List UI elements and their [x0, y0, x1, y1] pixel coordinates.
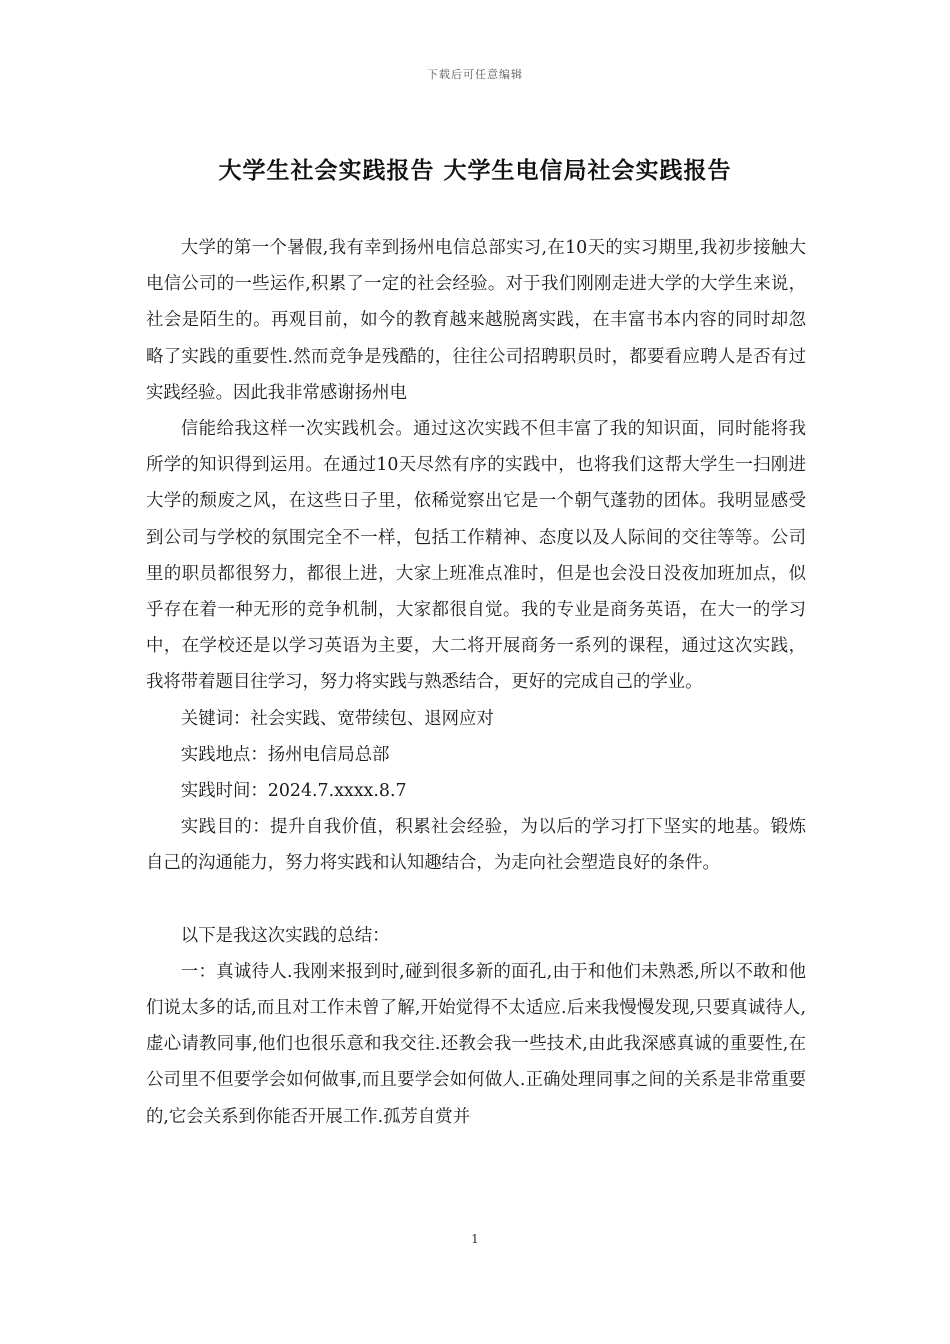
- paragraph-intro: 大学的第一个暑假,我有幸到扬州电信总部实习,在10天的实习期里,我初步接触大电信公司的一些运作,积累了一定的社会经验。对于我们刚刚走进大学的大学生来说，社会是陌生的。再观目前，如今的教育越来越脱离实践，在丰富书本内容的同时却忽略了实践的重要性.然而竞争是残酷的，往往公司招聘职员时，都要看应聘人是否有过实践经验。因此我非常感谢扬州电: [146, 238, 806, 403]
- paragraph-purpose: 实践目的：提升自我价值，积累社会经验，为以后的学习打下坚实的地基。锻炼自己的沟通能力，努力将实践和认知趣结合，为走向社会塑造良好的条件。: [146, 817, 806, 874]
- paragraph-keywords: 关键词：社会实践、宽带续包、退网应对: [180, 708, 494, 729]
- paragraph-time: 实践时间：2024.7.xxxx.8.7: [180, 781, 407, 802]
- document-title: 大学生社会实践报告 大学生电信局社会实践报告: [218, 157, 732, 184]
- header-note: 下载后可任意编辑: [427, 68, 523, 81]
- paragraph-experience: 信能给我这样一次实践机会。通过这次实践不但丰富了我的知识面，同时能将我所学的知识得到运用。在通过10天尽然有序的实践中，也将我们这帮大学生一扫刚进大学的颓废之风，在这些日子里，依稀觉察出它是一个朝气蓬勃的团体。我明显感受到公司与学校的氛围完全不一样，包括工作精神、态度以及人际间的交往等等。公司里的职员都很努力，都很上进，大家上班准点准时，但是也会没日没夜加班加点，似乎存在着一种无形的竞争机制，大家都很自觉。我的专业是商务英语，在大一的学习中，在学校还是以学习英语为主要，大二将开展商务一系列的课程，通过这次实践，我将带着题目往学习，努力将实践与熟悉结合，更好的完成自己的学业。: [146, 419, 806, 693]
- paragraph-location: 实践地点：扬州电信局总部: [180, 744, 390, 765]
- document-body: [146, 230, 806, 1135]
- paragraph-summary-heading: 以下是我这次实践的总结：: [180, 925, 390, 946]
- paragraph-spacer: [146, 882, 806, 918]
- page-number: 1: [471, 1232, 479, 1246]
- paragraph-summary-point-1: 一：真诚待人.我刚来报到时,碰到很多新的面孔,由于和他们未熟悉,所以不敢和他们说太多的话,而且对工作未曾了解,开始觉得不太适应.后来我慢慢发现,只要真诚待人,虚心请教同事,他们也很乐意和我交往.还教会我一些技术,由此我深感真诚的重要性,在公司里不但要学会如何做事,而且要学会如何做人.正确处理同事之间的关系是非常重要的,它会关系到你能否开展工作.孤芳自赏并: [146, 961, 806, 1127]
